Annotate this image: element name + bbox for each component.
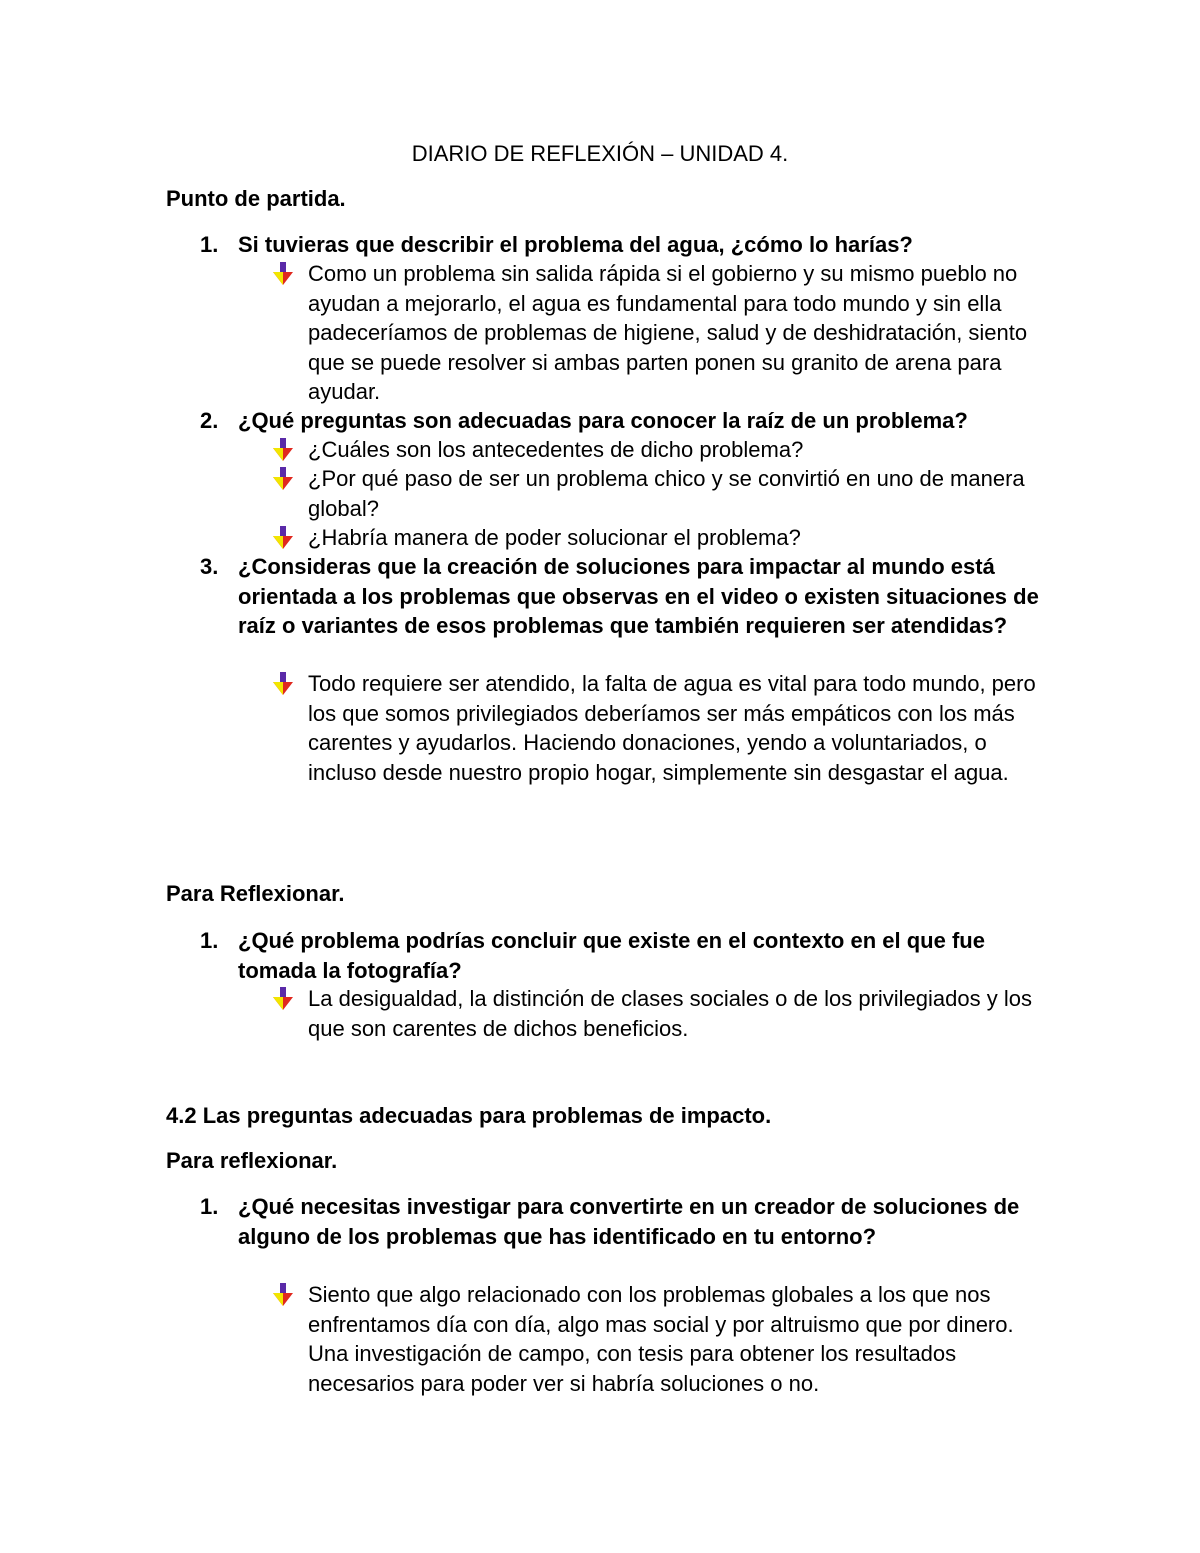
question-item — [200, 230, 1040, 260]
answer-item — [270, 1280, 1040, 1398]
question-number: 1. — [200, 928, 219, 953]
down-arrow-bullet-icon — [270, 466, 296, 492]
answer-text: ¿Cuáles son los antecedentes de dicho problema? — [308, 437, 804, 462]
question-number: 3. — [200, 554, 219, 579]
question-item — [200, 1192, 1040, 1251]
question-text: ¿Qué necesitas investigar para convertirte en un creador de soluciones de alguno de los problemas que has identificado en tu entorno? — [238, 1194, 1020, 1249]
question-item — [200, 552, 1040, 641]
answer-item — [270, 523, 1040, 553]
answer-text: ¿Por qué paso de ser un problema chico y se convirtió en uno de manera global? — [308, 466, 1025, 521]
answer-text: Como un problema sin salida rápida si el gobierno y su mismo pueblo no ayudan a mejorarlo, el agua es fundamental para todo mundo y sin ella padeceríamos de problemas de higiene, salud y de deshidratación, siento que se puede resolver si ambas parten ponen su granito de arena para ayudar. — [308, 261, 1028, 404]
down-arrow-bullet-icon — [270, 437, 296, 463]
answer-text: ¿Habría manera de poder solucionar el problema? — [308, 525, 801, 550]
section-heading-4-2: 4.2 Las preguntas adecuadas para problemas de impacto. — [166, 1103, 772, 1128]
answer-text: Siento que algo relacionado con los problemas globales a los que nos enfrentamos día con día, algo mas social y por altruismo que por dinero. Una investigación de campo, con tesis para obtener los resultados necesarios para poder ver si habría soluciones o no. — [308, 1282, 1014, 1396]
section-heading-para-reflexionar: Para Reflexionar. — [166, 881, 345, 906]
answer-text: Todo requiere ser atendido, la falta de agua es vital para todo mundo, pero los que somos privilegiados deberíamos ser más empáticos con los más carentes y ayudarlos. Haciendo donaciones, yendo a voluntariados, o incluso desde nuestro propio hogar, simplemente sin desgastar el agua. — [308, 671, 1036, 785]
question-text: ¿Qué preguntas son adecuadas para conocer la raíz de un problema? — [238, 408, 968, 433]
down-arrow-bullet-icon — [270, 1282, 296, 1308]
section-heading-para-reflexionar-2: Para reflexionar. — [166, 1148, 338, 1173]
answer-text: La desigualdad, la distinción de clases sociales o de los privilegiados y los que son carentes de dichos beneficios. — [308, 986, 1032, 1041]
down-arrow-bullet-icon — [270, 525, 296, 551]
answer-item — [270, 464, 1040, 523]
answer-item — [270, 984, 1040, 1043]
section-heading-punto-de-partida: Punto de partida. — [166, 186, 346, 211]
question-text: ¿Consideras que la creación de soluciones para impactar al mundo está orientada a los problemas que observas en el video o existen situaciones de raíz o variantes de esos problemas que también requieren ser atendidas? — [238, 554, 1039, 638]
question-text: ¿Qué problema podrías concluir que existe en el contexto en el que fue tomada la fotografía? — [238, 928, 985, 983]
answer-item — [270, 435, 1040, 465]
answer-item — [270, 259, 1040, 407]
down-arrow-bullet-icon — [270, 671, 296, 697]
question-number: 2. — [200, 408, 219, 433]
question-item — [200, 406, 1040, 436]
question-item — [200, 926, 1040, 985]
down-arrow-bullet-icon — [270, 261, 296, 287]
down-arrow-bullet-icon — [270, 986, 296, 1012]
question-number: 1. — [200, 1194, 219, 1219]
question-text: Si tuvieras que describir el problema del agua, ¿cómo lo harías? — [238, 232, 913, 257]
question-number: 1. — [200, 232, 219, 257]
answer-item — [270, 669, 1040, 787]
document-title: DIARIO DE REFLEXIÓN – UNIDAD 4. — [411, 141, 789, 166]
